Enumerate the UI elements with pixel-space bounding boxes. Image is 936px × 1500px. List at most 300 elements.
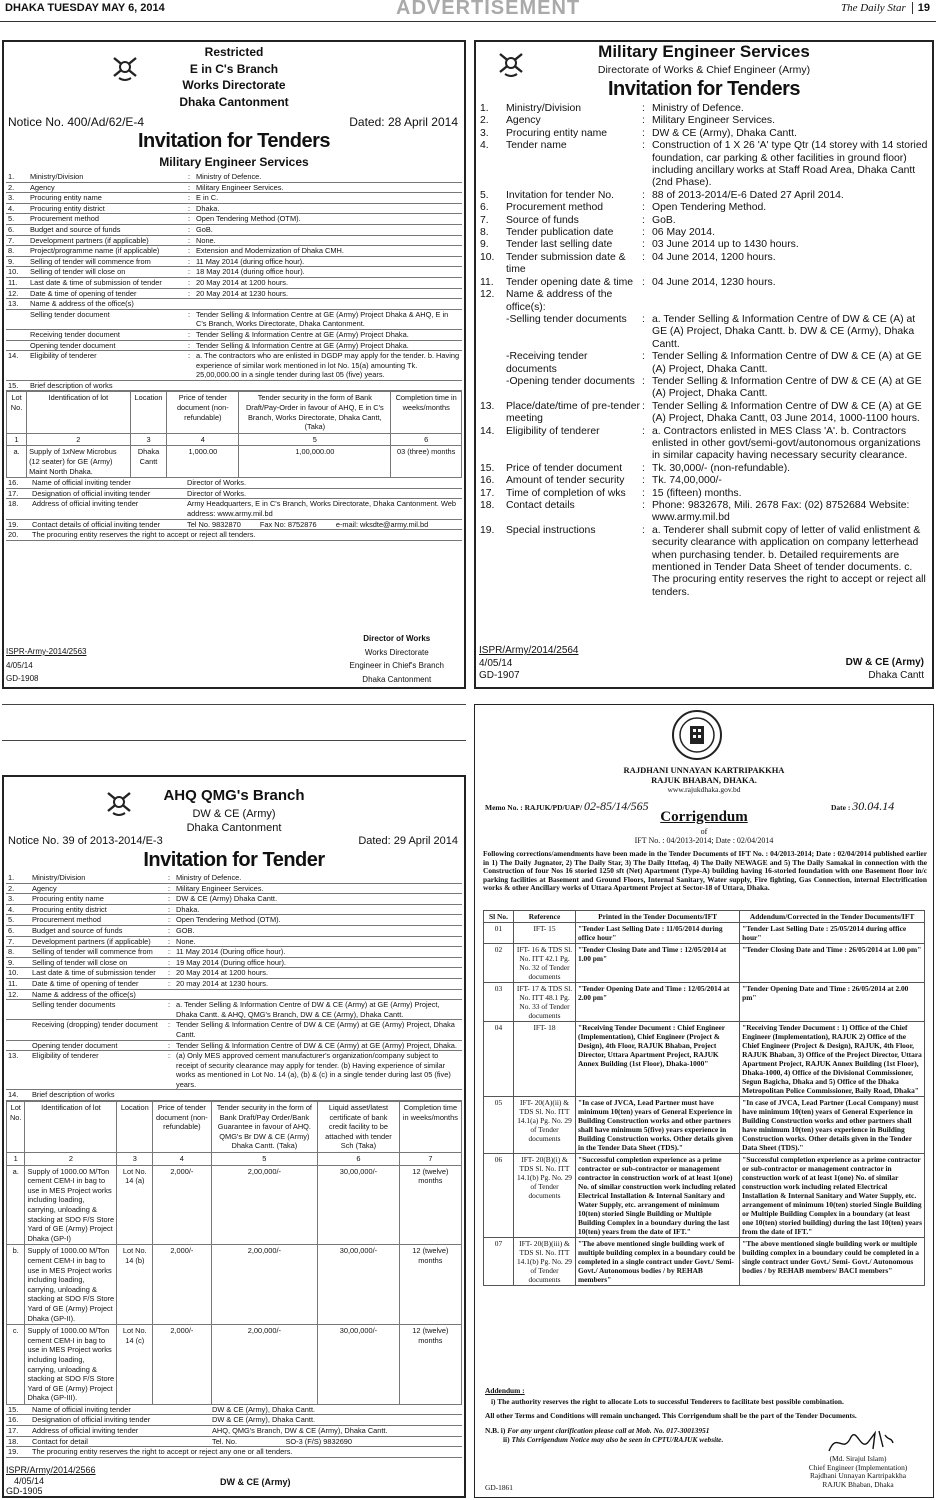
lot-cell: c. (7, 1325, 25, 1405)
row-num: 5. (8, 915, 15, 925)
row-sep: : (642, 276, 645, 288)
detail-row (6, 340, 462, 351)
row-label: -Receiving tender documents (506, 351, 588, 375)
other-terms: All other Terms and Conditions will remain unchanged. This Corrigendum shall be the part of the Tender Documents. (485, 1411, 857, 1420)
row-num (6, 1020, 30, 1040)
row-label: Opening tender document (30, 340, 116, 350)
row-num: 9. (480, 239, 489, 251)
row-sep: : (642, 115, 645, 127)
row-sep: : (188, 172, 191, 181)
row-label: Opening tender document (32, 1040, 118, 1050)
detail-row (6, 235, 462, 246)
lot-col-number: 5 (239, 433, 391, 446)
lot-cell: a. (7, 446, 27, 478)
serial-number: 04 (484, 1022, 514, 1097)
row-sep: : (642, 214, 645, 226)
row-num: 11. (8, 277, 18, 287)
ispr-ref: ISPR-Army-2014/2563 (6, 647, 87, 656)
detail-row (479, 277, 931, 289)
row-label: Procurement method (30, 214, 100, 224)
row-label: Tender name (506, 140, 567, 152)
row-sep: : (642, 189, 645, 201)
row-label: Selling tender documents (32, 1000, 116, 1010)
row-num: 13. (480, 400, 495, 412)
row-label: Procuring entity name (30, 193, 102, 203)
paper-name: The Daily Star (840, 2, 906, 14)
row-num (479, 314, 505, 351)
row-sep: : (168, 925, 171, 935)
row-num: 6. (480, 202, 489, 214)
lot-col-number: 1 (7, 1153, 25, 1166)
row-value: Tender Selling & Information Centre at GE (Army) Project Dhaka & AHQ, E in C's Branch, Works Directorate, Dhaka Cantonment. (196, 309, 449, 329)
notice-number: Notice No. 39 of 2013-2014/E-3 (8, 835, 163, 847)
row-sep: : (168, 915, 171, 925)
detail-row (6, 989, 462, 1000)
masthead (841, 2, 930, 14)
row-label: Name of official inviting tender (32, 478, 131, 488)
row-num: 16. (8, 478, 19, 488)
row-label: Tender opening date & time (506, 276, 634, 288)
row-value: E in C. (196, 193, 219, 203)
corrigendum-col-header: Printed in the Tender Documents/IFT (576, 911, 740, 923)
gd-number: GD-1905 (6, 1486, 43, 1496)
row-value: a. Tender Selling & Information Centre of DW & CE (Army) at GE (Army) Project, Dhaka Cantt. & AHQ, QMG's Branch, DW & CE (Army), Dhaka Cantt. (176, 1000, 440, 1019)
row-value: DW & CE (Army), Dhaka Cantt. (212, 1415, 316, 1425)
row-num: 14. (8, 1090, 19, 1100)
row-label: Source of funds (506, 214, 579, 226)
row-value: GoB. (652, 214, 676, 226)
signature-icon (825, 1427, 895, 1457)
page-header (0, 0, 936, 22)
row-label: Designation of official inviting tender (32, 1415, 151, 1425)
row-sep (186, 380, 194, 391)
row-value: 06 May 2014. (652, 227, 715, 239)
lot-cell: Supply of 1xNew Microbus (12 seater) for GE (Army) Maint North Dhaka. (27, 446, 131, 478)
row-label: Address of official inviting tender (32, 1426, 139, 1436)
row-label: Development partners (if applicable) (32, 936, 151, 946)
notice-number: Notice No. 400/Ad/62/E-4 (8, 115, 145, 129)
detail-row (479, 314, 931, 351)
lot-header: Location (117, 1102, 153, 1153)
lot-cell: 2,00,000/- (211, 1325, 318, 1405)
row-num (6, 329, 28, 340)
row-sep: : (642, 500, 645, 511)
lot-row (7, 1325, 462, 1405)
row-label: Name & address of the office(s) (30, 299, 134, 309)
row-label: Selling of tender will close on (30, 267, 126, 277)
row-sep: : (642, 425, 645, 437)
row-label: -Opening tender documents (506, 375, 635, 387)
row-sep: : (188, 182, 191, 192)
army-emblem-icon (104, 787, 134, 817)
row-value: Tender Selling & Information Centre at GE (Army) Project Dhaka. (196, 329, 409, 339)
row-sep (186, 299, 194, 310)
row-sep: : (168, 1040, 171, 1050)
row-sep: : (188, 267, 191, 277)
row-sep: : (168, 883, 171, 893)
row-label: Tender publication date (506, 227, 614, 239)
detail-row (6, 224, 462, 235)
gd-number: GD-1908 (6, 674, 39, 683)
row-sep: : (642, 202, 645, 214)
row-num: 15. (8, 1404, 19, 1414)
website: www.rajukdhaka.gov.bd (667, 785, 741, 794)
ref-date: 4/05/14 (6, 660, 33, 670)
detail-row (479, 426, 931, 463)
row-label: Name & address of the office(s) (32, 989, 136, 999)
directorate-name: Works Directorate (182, 78, 286, 92)
corrigendum-col-header: Reference (514, 911, 576, 923)
row-label: Eligibility of tenderer (506, 425, 600, 437)
serial-number: 06 (484, 1154, 514, 1238)
row-value: Tender Selling & Information Centre of DW & CE (A) at GE (A) Project, Dhaka Cantt. (652, 375, 922, 400)
lot-header: Tender security in the form of Bank Draft/Pay-Order in favour of AHQ, E in C's Branch, Works Directorate, Dhaka Cantt, (Taka) (239, 392, 391, 433)
corrected-text: "The above mentioned single building work or multiple building complex in a boundary could be completed in a single contract under Govt./ Semi- Govt./ Autonomous bodies / by REHAB members/ BACI members" (740, 1238, 925, 1286)
restricted-label: Restricted (204, 45, 264, 59)
lot-row (7, 1245, 462, 1325)
detail-row (479, 227, 931, 239)
ad-org: Military Engineer Services (598, 42, 810, 61)
printed-text: "Receiving Tender Document : Chief Engineer (Implementation), Chief Engineer (Project & Design), 4th Floor, RAJUK Bhaban, Project Director, Uttara Apartment Project, RAJUK Annex Building (1st Floor), Dhaka-1000" (576, 1022, 740, 1097)
row-num: 3. (480, 127, 489, 139)
detail-row (6, 1051, 462, 1090)
row-sep: : (168, 873, 171, 882)
row-value (174, 1090, 462, 1101)
ad-subtitle: Military Engineer Services (159, 155, 309, 169)
row-num: 14. (480, 425, 495, 437)
detail-row (6, 978, 462, 989)
ispr-ref: ISPR/Army/2014/2566 (6, 1465, 96, 1475)
row-value: 15 (fifteen) months. (652, 487, 742, 499)
row-sep: : (188, 309, 191, 319)
row-sep: : (642, 524, 645, 536)
dateline: DHAKA TUESDAY MAY 6, 2014 (5, 2, 165, 14)
lot-header: Liquid asset/latest certificate of bank credit facility to be attached with tender Sch (Taka) (318, 1102, 400, 1153)
row-num: 13. (8, 299, 19, 309)
row-label: Tender submission date & time (506, 251, 626, 276)
lot-table (6, 391, 462, 478)
row-num: 2. (8, 182, 15, 192)
row-label: -Selling tender documents (506, 313, 627, 325)
ift-number: IFT No. : 04/2013-2014; Date : 02/04/2014 (634, 836, 774, 845)
reference: IFT- 20(A)(ii) & TDS Sl. No. ITT 14.1(a) Pg. No. 29 of Tender documents (514, 1097, 576, 1154)
telephone: SO-3 (F/S) 9832690 (285, 1436, 353, 1446)
detail-row (6, 256, 462, 267)
lot-header: Price of tender document (non-refundable) (167, 392, 239, 433)
row-label: Address of official inviting tender (32, 499, 139, 509)
serial-number: 07 (484, 1238, 514, 1286)
row-value: a. Tender Selling & Information Centre of DW & CE (A) at GE (A) Project, Dhaka Cantt. b. DW & CE (Army), Dhaka Cantt. (652, 313, 916, 350)
row-sep: : (188, 351, 191, 361)
lot-cell: Lot No. 14 (c) (117, 1325, 153, 1405)
row-sep: : (168, 904, 171, 914)
lot-col-number: 2 (27, 433, 131, 446)
lot-cell: 12 (twelve) months (399, 1245, 461, 1325)
detail-row (6, 203, 462, 214)
row-sep: : (188, 235, 191, 245)
row-num: 10. (480, 251, 495, 263)
printed-text: "Successful completion experience as a prime contractor or sub-contractor or management contractor in construction work of at least 1(one) No. of similar construction work including related Electrical Installation & Internal Sanitary and Water Supply, etc. arrangement of minimum 10(ten) storied Single Building or Multiple Building Complex in a boundary during the last 10(ten) years from the date of IFT." (576, 1154, 740, 1238)
row-value: DW & CE (Army) Dhaka Cantt. (176, 894, 278, 904)
lot-cell: a. (7, 1165, 25, 1245)
row-value: Military Engineer Services. (176, 883, 264, 893)
row-sep: : (168, 894, 171, 904)
row-sep: : (188, 203, 191, 213)
row-label: Development partners (if applicable) (30, 235, 149, 245)
detail-row (6, 277, 462, 288)
tender-details-table (6, 873, 462, 1101)
official-table: 16. Name of official inviting tender Director of Works. 17. Designation of official inviting tender Director of Works. 18. Address of official inviting tender Army Headquarters, E in C's Branch, Works Directorate, Dhaka Cantonment. Web address: www.army.mil.bd 19. Contact details of official inviting tender Tel No. 9832870 Fax No: 8752876 e-mail: wksdte@army.mil.bd 20. The procuring entity reserves the right to accept or reject all tenders. (6, 478, 462, 541)
row-num: 18. (480, 500, 495, 511)
row-num: 1. (480, 103, 489, 114)
row-sep: : (642, 462, 645, 474)
official-row (6, 499, 462, 519)
detail-row (479, 115, 931, 127)
row-label: Receiving (dropping) tender document (32, 1020, 158, 1030)
lot-cell: Lot No. 14 (a) (117, 1165, 153, 1245)
ad-title: Invitation for Tender (143, 849, 325, 871)
lot-table (6, 1101, 462, 1405)
row-label: Ministry/Division (30, 172, 84, 181)
detail-row (6, 309, 462, 329)
corrigendum-row (484, 944, 925, 983)
lot-cell: 2,000/- (153, 1245, 211, 1325)
lot-col-number: 3 (117, 1153, 153, 1166)
row-value: Ministry of Defence. (652, 103, 744, 114)
row-value: (a) Only MES approved cement manufacturer's organization/company subject to receipt of security clearance may apply for tender. (b) Having experience of similar works as mentioned in Lot No. 14 (a), (b) & (c) in a single tender during last 05 (five) years. (176, 1051, 451, 1089)
lot-col-number: 4 (167, 433, 239, 446)
lot-header: Lot No. (7, 392, 27, 433)
row-sep: : (168, 1000, 171, 1010)
row-label: Brief description of works (30, 380, 113, 390)
row-sep: : (168, 957, 171, 967)
corrigendum-row (484, 1097, 925, 1154)
row-sep: : (642, 127, 645, 139)
ad-title: Invitation for Tenders (608, 78, 800, 100)
row-label: Agency (506, 115, 541, 127)
lot-cell: 12 (twelve) months (399, 1325, 461, 1405)
row-value: Tk. 74,00,000/- (652, 475, 722, 487)
row-label: Price of tender document (506, 462, 623, 474)
lot-cell: 30,00,000/- (318, 1245, 400, 1325)
row-num: 8. (8, 947, 15, 957)
row-value: Tk. 30,000/- (non-refundable). (652, 462, 791, 474)
row-value: Ministry of Defence. (176, 873, 242, 882)
row-value: DW & CE (Army), Dhaka Cantt. (212, 1404, 316, 1414)
row-value: a. Tenderer shall submit copy of letter of valid enlistment & security clearance with application on company letterhead when purchasing tender. b. Detailed requirements are mentioned in Tender Data Sheet of tender documents. c. The procuring entity reserves the right to accept or reject all tenders. (652, 524, 926, 598)
serial-number: 05 (484, 1097, 514, 1154)
detail-row (6, 299, 462, 310)
detail-row (6, 894, 462, 905)
row-value: Military Engineer Services. (196, 182, 284, 192)
row-num: 12. (8, 288, 19, 298)
row-value: GOB. (176, 925, 195, 935)
row-label: Name of official inviting tender (32, 1404, 131, 1414)
detail-row (6, 172, 462, 182)
reference: IFT- 16 & TDS Sl. No. ITT 42.1 Pg. No. 32 of Tender documents (514, 944, 576, 983)
row-num: 1. (8, 873, 15, 882)
detail-row (479, 401, 931, 426)
lot-col-number: 6 (391, 433, 462, 446)
row-num: 13. (8, 1051, 19, 1061)
corrigendum-intro: Following corrections/amendments have been made in the Tender Documents of IFT No. : 04/2013-2014; Date : 02/04/2014 published earlier in 1) The Daily Jugnator, 2) The Daily Star, 3) The Daily Ittefaq, 4) The Daily NEWAGE and 5) The Daily Samakal in connection with the Construction of four Nos 16 storied 1250 sft (Net) Apartment (Type-A) building having 16-storied foundation with one Basement floor in/c parking facilities at Basement and Ground Floors, Internal Sanitary, Water supply, Fire fighting, Gas Connection, internal Electrification works & other Ancillary works of Uttara Apartment Project at Sector-18 of Uttara, Dhaka. (483, 849, 927, 892)
detail-row (6, 957, 462, 968)
detail-row (479, 128, 931, 140)
row-value: Extension and Modernization of Dhaka CMH. (196, 246, 344, 256)
divider (2, 704, 466, 705)
detail-row (479, 215, 931, 227)
lot-header: Identification of lot (27, 392, 131, 433)
row-label: Special instructions (506, 524, 596, 536)
lot-cell: 1,00,000.00 (239, 446, 391, 478)
corrigendum-table (483, 910, 925, 1286)
tender-details-table (6, 172, 462, 391)
detail-row (479, 252, 931, 277)
row-value: DW & CE (Army), Dhaka Cantt. (652, 127, 797, 139)
row-value: AHQ, QMG's Branch, DW & CE (Army), Dhaka Cantt. (212, 1426, 388, 1436)
row-label: Procuring entity district (32, 904, 107, 914)
lot-cell: b. (7, 1245, 25, 1325)
serial-number: 01 (484, 923, 514, 944)
reference: IFT- 20(B)(iii) & TDS Sl. No. ITT 14.1(b) Pg. No. 29 of Tender documents (514, 1238, 576, 1286)
row-sep: : (642, 475, 645, 487)
detail-row (479, 239, 931, 251)
lot-cell: 1,000.00 (167, 446, 239, 478)
row-label: Last date & time of submission tender (32, 968, 156, 978)
row-label: Selling of tender will commence from (32, 947, 153, 957)
row-value: Open Tendering Method (OTM). (176, 915, 281, 925)
row-label: Agency (32, 883, 57, 893)
row-value (174, 989, 462, 1000)
detail-row (6, 329, 462, 340)
nb-website: This Corrigendum Notice may also be seen in CPTU/RAJUK website. (511, 1435, 724, 1444)
signatory: DW & CE (Army) (845, 657, 924, 668)
row-sep: : (168, 1051, 171, 1061)
row-value: 11 May 2014 (during office hour). (196, 256, 305, 266)
reference: IFT- 18 (514, 1022, 576, 1097)
row-label: Selling of tender will close on (32, 957, 128, 967)
lot-cell: 2,00,000/- (211, 1165, 318, 1245)
memo-handwritten: 02-85/14/565 (583, 799, 649, 813)
branch-name: E in C's Branch (189, 61, 279, 76)
row-label: Agency (30, 182, 55, 192)
row-num: 12. (480, 289, 495, 301)
detail-row (6, 1040, 462, 1051)
detail-row (6, 904, 462, 915)
row-value: Army Headquarters, E in C's Branch, Works Directorate, Dhaka Cantonment. Web address: www.army.mil.bd (187, 499, 456, 518)
lot-col-number: 3 (130, 433, 167, 446)
row-sep (641, 289, 651, 314)
row-value: Dhaka. (176, 904, 200, 914)
detail-row (479, 463, 931, 475)
corrigendum-col-header: Addendum/Corrected in the Tender Documents/IFT (740, 911, 925, 923)
memo-label: Memo No. : RAJUK/PD/UAP/ (485, 803, 583, 812)
row-value: Director of Works. (187, 488, 246, 498)
lot-cell: 03 (three) months (391, 446, 462, 478)
row-value: 04 June 2014, 1230 hours. (652, 276, 776, 288)
row-value: Tender Selling & Information Centre of DW & CE (Army) at GE (Army) Project, Dhaka. (176, 1040, 457, 1050)
row-label: Selling tender document (30, 309, 110, 319)
row-num (6, 1000, 30, 1020)
corrigendum-row (484, 1238, 925, 1286)
row-num: 9. (8, 256, 15, 266)
notice-date: Dated: 28 April 2014 (349, 115, 458, 129)
lot-cell: 30,00,000/- (318, 1165, 400, 1245)
row-num: 4. (8, 203, 15, 213)
row-num: 16. (480, 475, 495, 487)
row-label: Eligibility of tenderer (30, 351, 97, 361)
tender-ad-qmg: AHQ QMG's Branch DW & CE (Army) Dhaka Cantonment Notice No. 39 of 2013-2014/E-3 Dated: 29 April 2014 Invitation for Tender 1. Ministry/Division : Ministry of Defence. 2. Agency : Military Engineer Services. 3. Procuring entity name : DW & CE (Army) Dhaka Cantt. 4. Procuring entity district : Dhaka. 5. Procurement method : Open Tendering Method (OTM). 6. Budget and source of funds : GOB. 7. Development partners (if applicable) : None. 8. Selling of tender will commence from : 11 May 2014 (During office hour). 9. Selling of tender will close on : 19 May 2014 (During office hour). 10. Last date & time of submission tender : 20 May 2014 at 1200 hours. 11. Date & time of opening of tender : 20 may 2014 at 1230 hours. 12. Name & address of the office(s) Selling tender documents : a. Tender Selling & Information Centre of DW & CE (Army) at GE (Army) Project, Dhaka Cantt. & AHQ, QMG's Branch, DW & CE (Army), Dhaka Cantt. Receiving (dropping) tender document : Tender Selling & Information Centre of DW & CE (Army) at GE (Army) Project, Dhaka Cantt. Opening tender document : Tender Selling & Information Centre of DW & CE (Army) at GE (Army) Project, Dhaka. 13. Eligibility of tenderer : (a) Only MES approved cement manufacturer's organization/company subject to receipt of security clearance may apply for tender. (b) Having experience of similar works as mentioned in Lot No. 14 (a), (b) & (c) in a single tender during last 05 (five) years. 14. Brief description of works Lot No. Identification of lot Location Price of tender document (non-refundable) Tender security in the form of Bank Draft/Pay Order/Bank Guarantee in favour of AHQ. QMG's Br DW & CE (Army) Dhaka Cantt. (Taka) Liquid asset/latest certificate of bank credit facility to be attached with tender Sch (Taka) Completion time in weeks/months 1 2 3 4 5 6 7 a. Supply of 1000.00 M/Ton cement CEM-I in bag to use in MES Project works including loading, carrying, unloading & stacking at SDO F/S Store Yard of GE (Army) Project Dhaka (GP-I) Lot No. 14 (a) 2,000/- 2,00,000/- 30,00,000/- 12 (twelve) months b. Supply of 1000.00 M/Ton cement CEM-I in bag to use in MES Project works including loading, carrying, unloading & stacking at SDO F/S Store Yard of GE (Army) Project Dhaka (GP-II). Lot No. 14 (b) 2,000/- 2,00,000/- 30,00,000/- 12 (twelve) months c. Supply of 1000.00 M/Ton cement CEM-I in bag to use in MES Project works including loading, carrying, unloading & stacking at SDO F/S Store Yard of GE (Army) Project Dhaka (GP-III). Lot No. 14 (c) 2,000/- 2,00,000/- 30,00,000/- 12 (twelve) months 15. Name of official inviting tender DW & CE (Army), Dhaka Cantt. 16. Designation of official inviting tender DW & CE (Army), Dhaka Cantt. 17. Address of official inviting tender AHQ, QMG's Branch, DW & CE (Army), Dhaka Cantt. 18. Contact for detail Tel. No. SO-3 (F/S) 9832690 19. The procuring entity reserves the right to accept or reject any one or all tenders. ISPR/Army/2014/2566 4/05/14 GD-1905 DW & CE (Army) (2, 775, 466, 1498)
detail-row (479, 289, 931, 314)
row-label: Last date & time of submission of tender (30, 277, 162, 287)
row-label: Ministry/Division (506, 103, 582, 114)
signatory: Director of Works (363, 634, 431, 643)
detail-row (6, 288, 462, 299)
row-sep: : (642, 351, 645, 363)
row-label: Time of completion of wks (506, 487, 626, 499)
lot-header: Location (130, 392, 167, 433)
row-sep: : (188, 340, 191, 350)
ref-date: 4/05/14 (479, 657, 513, 669)
row-sep: : (188, 193, 191, 203)
row-label: Procuring entity district (30, 203, 105, 213)
lot-header: Completion time in weeks/months (391, 392, 462, 433)
row-num: 2. (480, 115, 489, 127)
row-sep: : (642, 239, 645, 251)
row-value: a. Contractors enlisted in MES Class 'A'. b. Contractors enlisted in other govt/semi-govt/autonomous organizations in similar capacity having necessary security clearance. (652, 425, 921, 462)
detail-row (479, 525, 931, 599)
row-value: Director of Works. (187, 478, 246, 488)
ad-title: Invitation for Tenders (138, 130, 330, 152)
row-value: Tender Selling & Information Centre of DW & CE (A) at GE (A) Project, Dhaka Cantt, 03 June 2014, 1000-1100 hours. (652, 400, 922, 425)
row-value (651, 289, 931, 314)
row-sep: : (642, 375, 645, 387)
date-handwritten: 30.04.14 (852, 799, 895, 813)
row-value: Construction of 1 X 26 'A' type Qtr (14 storey with 14 storied foundation, car parking & other facilities in ground floor) including ancillary works at Staff Road Area, Dhaka Cantt (2nd Phase). (652, 140, 928, 189)
detail-row (6, 214, 462, 225)
lot-col-number: 7 (399, 1153, 461, 1166)
row-num: 16. (8, 1415, 19, 1425)
row-value: Military Engineer Services. (652, 115, 775, 127)
corrigendum-row (484, 1154, 925, 1238)
gd-number: GD-1907 (479, 670, 520, 681)
row-num: 9. (8, 957, 15, 967)
row-label: Budget and source of funds (32, 925, 123, 935)
corrigendum-row (484, 983, 925, 1022)
gd-number: GD-1861 (485, 1483, 513, 1492)
row-sep: : (168, 978, 171, 988)
row-sep: : (642, 400, 645, 412)
row-num: 6. (8, 224, 15, 234)
row-num: 12. (8, 989, 19, 999)
lot-col-number: 2 (25, 1153, 117, 1166)
row-label: Contact details (506, 500, 575, 511)
row-label: Procuring entity name (506, 127, 608, 139)
lot-header: Price of tender document (non-refundable) (153, 1102, 211, 1153)
row-value: 19 May 2014 (During office hour). (176, 957, 286, 967)
row-value: GoB. (196, 224, 213, 234)
row-label: Name & address of the office(s): (506, 289, 613, 313)
notice-date: Dated: 29 April 2014 (358, 835, 458, 847)
row-value: 88 of 2013-2014/E-6 Dated 27 April 2014. (652, 189, 844, 201)
row-value: 20 may 2014 at 1230 hours. (176, 978, 269, 988)
rajuk-logo-icon (671, 709, 723, 761)
lot-cell: Supply of 1000.00 M/Ton cement CEM-I in bag to use in MES Project works including loading, carrying, unloading & stacking at SDO F/S Store Yard of GE (Army) Project Dhaka (GP-II). (25, 1245, 117, 1325)
row-sep: : (188, 246, 191, 256)
printed-text: "Tender Opening Date and Time : 12/05/2014 at 2.00 pm" (576, 983, 740, 1022)
row-value: Open Tendering Method (OTM). (196, 214, 301, 224)
row-label: Tender last selling date (506, 239, 613, 251)
